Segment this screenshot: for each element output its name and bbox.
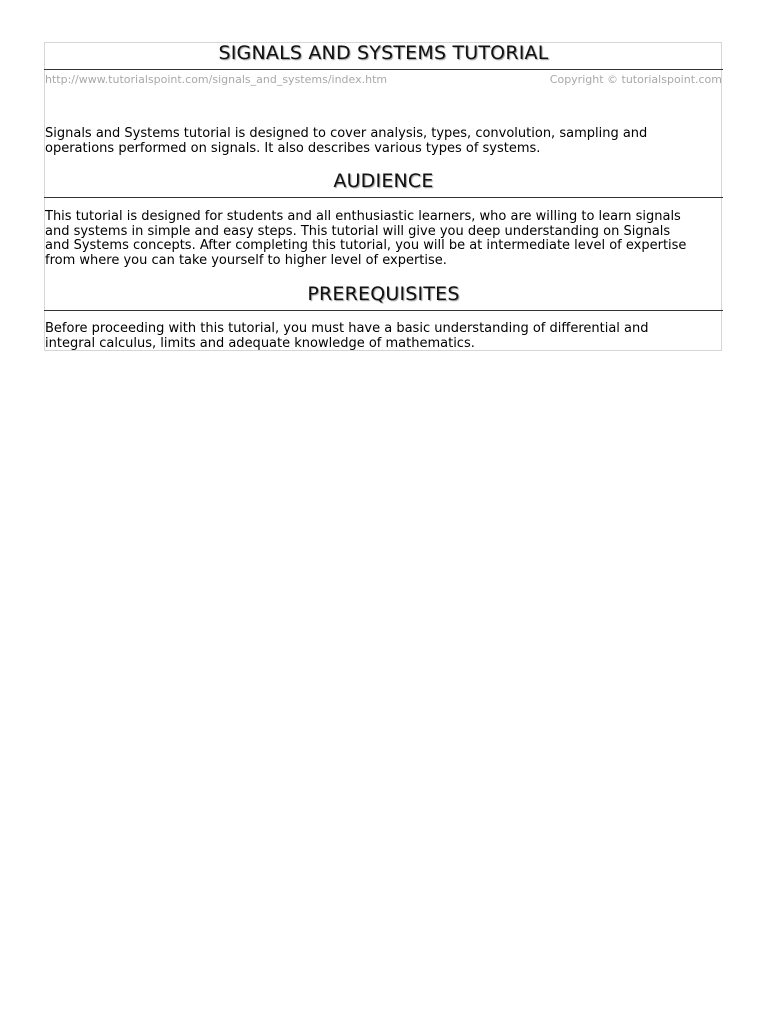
prerequisites-line: Before proceeding with this tutorial, you must have a basic understanding of differential and — [45, 321, 649, 336]
page-title: SIGNALS AND SYSTEMS TUTORIAL — [218, 42, 549, 64]
intro-line: Signals and Systems tutorial is designed to cover analysis, types, convolution, sampling and — [45, 126, 648, 141]
audience-rule — [44, 197, 723, 198]
intro-paragraph — [45, 127, 721, 156]
prerequisites-paragraph — [45, 322, 721, 351]
audience-line: This tutorial is designed for students and all enthusiastic learners, who are willing to learn signals — [45, 209, 681, 224]
prerequisites-line: integral calculus, limits and adequate knowledge of mathematics. — [45, 335, 475, 351]
audience-heading: AUDIENCE — [333, 170, 434, 192]
audience-paragraph — [45, 210, 721, 268]
copyright-notice: Copyright © tutorialspoint.com — [549, 73, 722, 86]
audience-line: and Systems concepts. After completing this tutorial, you will be at intermediate level of expertise — [45, 238, 687, 254]
prerequisites-rule — [44, 310, 723, 311]
source-url: http://www.tutorialspoint.com/signals_and_systems/index.htm — [45, 73, 388, 86]
prerequisites-heading: PREREQUISITES — [307, 283, 460, 305]
intro-line: operations performed on signals. It also describes various types of systems. — [45, 140, 541, 156]
audience-line: from where you can take yourself to higher level of expertise. — [45, 252, 447, 268]
title-rule — [44, 69, 723, 70]
audience-line: and systems in simple and easy steps. This tutorial will give you deep understanding on Signals — [45, 223, 671, 239]
